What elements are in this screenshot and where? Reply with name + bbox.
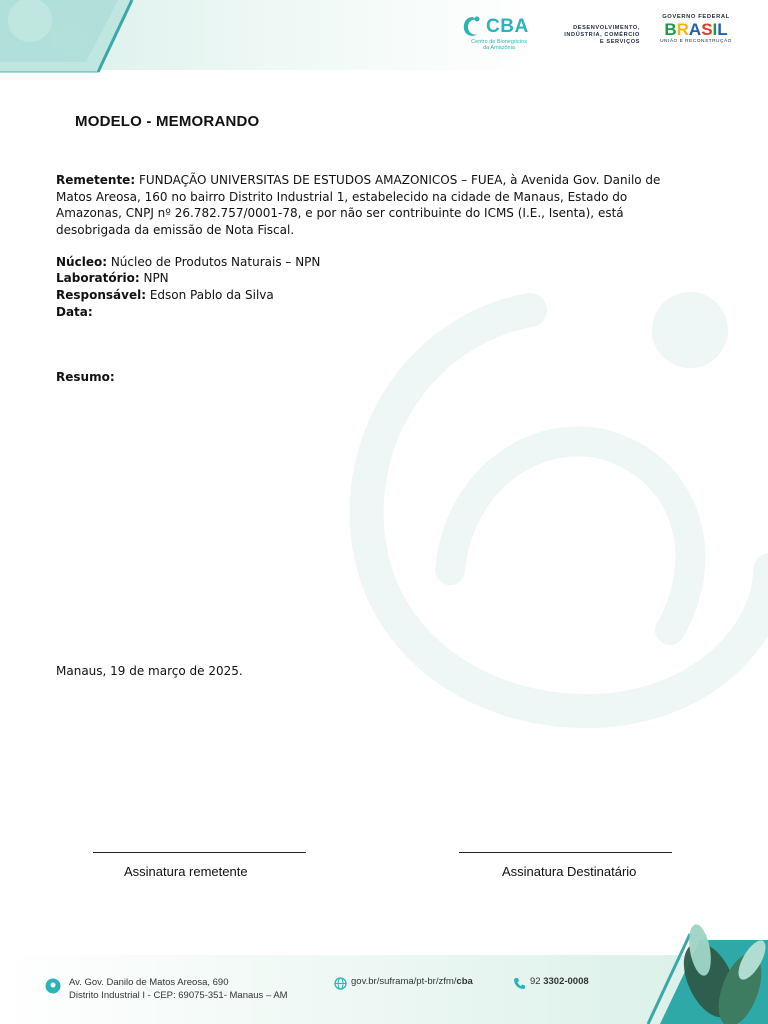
cba-subtitle: Centro de Bionegócios da Amazônia xyxy=(471,39,527,51)
remetente-paragraph xyxy=(56,172,688,238)
globe-icon xyxy=(334,977,347,990)
phone-icon xyxy=(513,977,526,990)
document-title: MODELO - MEMORANDO xyxy=(75,113,260,130)
signature-line-left xyxy=(93,852,306,853)
nucleo-field: Núcleo: Núcleo de Produtos Naturais – NPN xyxy=(56,255,321,269)
signature-line-right xyxy=(459,852,672,853)
remetente-label: Remetente: xyxy=(56,173,136,187)
cba-name: CBA xyxy=(486,16,529,37)
government-top-text: GOVERNO FEDERAL xyxy=(662,14,730,20)
header-decoration xyxy=(0,0,140,80)
government-logo xyxy=(651,14,741,44)
cba-watermark xyxy=(330,270,768,740)
footer-decoration xyxy=(0,920,768,1024)
cba-logo xyxy=(458,14,538,54)
ministry-logo: DESENVOLVIMENTO, INDÚSTRIA, COMÉRCIO E SERVIÇOS xyxy=(564,25,640,45)
footer-website[interactable]: gov.br/suframa/pt-br/zfm/cba xyxy=(351,976,473,987)
laboratorio-field: Laboratório: NPN xyxy=(56,271,169,285)
data-field: Data: xyxy=(56,305,93,319)
footer-address: Av. Gov. Danilo de Matos Areosa, 690 Distrito Industrial I - CEP: 69075-351- Manaus – AM xyxy=(69,977,288,1001)
location-pin-icon xyxy=(45,978,61,994)
signature-label-left: Assinatura remetente xyxy=(124,864,248,879)
signature-label-right: Assinatura Destinatário xyxy=(502,864,637,879)
government-bottom-text: UNIÃO E RECONSTRUÇÃO xyxy=(660,39,732,44)
remetente-text: FUNDAÇÃO UNIVERSITAS DE ESTUDOS AMAZONICOS – FUEA, à Avenida Gov. Danilo de Matos Areosa, 160 no bairro Distrito Industrial 1, estabelecido na cidade de Manaus, Estado do Amazonas, CNPJ nº 26.782.757/0001-78, e por não ser contribuinte do ICMS (I.E., Isenta), está desobrigada da emissão de Nota Fiscal. xyxy=(56,173,661,237)
responsavel-field: Responsável: Edson Pablo da Silva xyxy=(56,288,274,302)
resumo-field: Resumo: xyxy=(56,370,115,384)
footer-phone: 92 3302-0008 xyxy=(530,976,589,987)
place-date: Manaus, 19 de março de 2025. xyxy=(56,664,243,678)
cba-leaf-icon xyxy=(460,14,486,40)
brasil-wordmark: B R A S I L xyxy=(664,20,728,39)
